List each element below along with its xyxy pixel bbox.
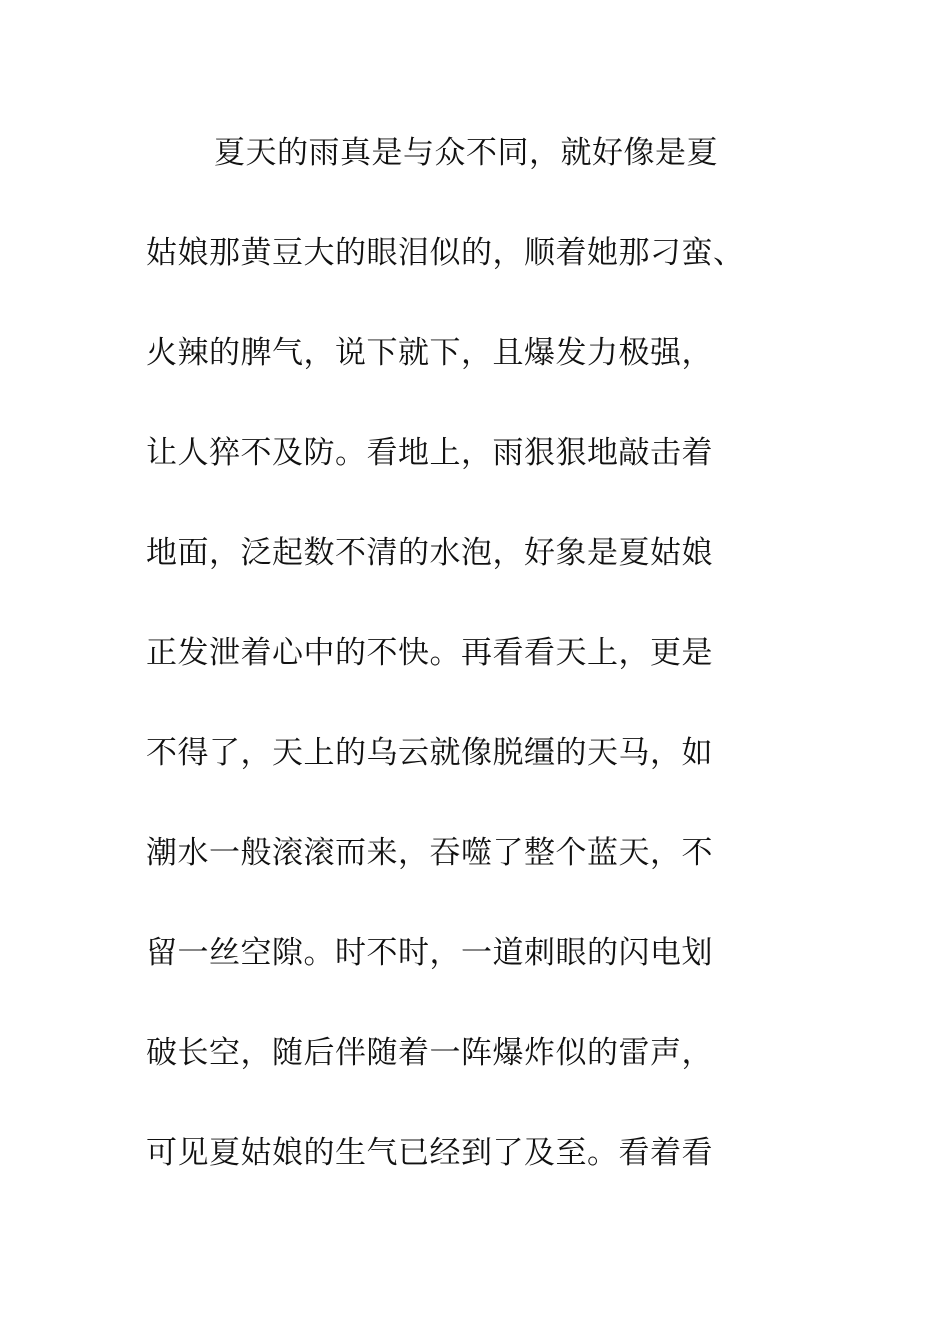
text-line-10: 破长空，随后伴随着一阵爆炸似的雷声， bbox=[146, 1035, 713, 1071]
text-line-4: 让人猝不及防。看地上，雨狠狠地敲击着 bbox=[146, 435, 713, 471]
text-line-9: 留一丝空隙。时不时，一道刺眼的闪电划 bbox=[146, 935, 713, 971]
text-line-2: 姑娘那黄豆大的眼泪似的，顺着她那刁蛮、 bbox=[146, 235, 745, 271]
paragraph bbox=[146, 125, 826, 1225]
text-line-6: 正发泄着心中的不快。再看看天上，更是 bbox=[146, 635, 713, 671]
text-line-11: 可见夏姑娘的生气已经到了及至。看着看 bbox=[146, 1135, 713, 1171]
text-line-7: 不得了，天上的乌云就像脱缰的天马，如 bbox=[146, 735, 713, 771]
text-line-3: 火辣的脾气，说下就下，且爆发力极强， bbox=[146, 335, 713, 371]
text-line-8: 潮水一般滚滚而来，吞噬了整个蓝天，不 bbox=[146, 835, 713, 871]
text-line-1: 夏天的雨真是与众不同，就好像是夏 bbox=[214, 135, 718, 171]
text-line-5: 地面，泛起数不清的水泡，好象是夏姑娘 bbox=[146, 535, 713, 571]
